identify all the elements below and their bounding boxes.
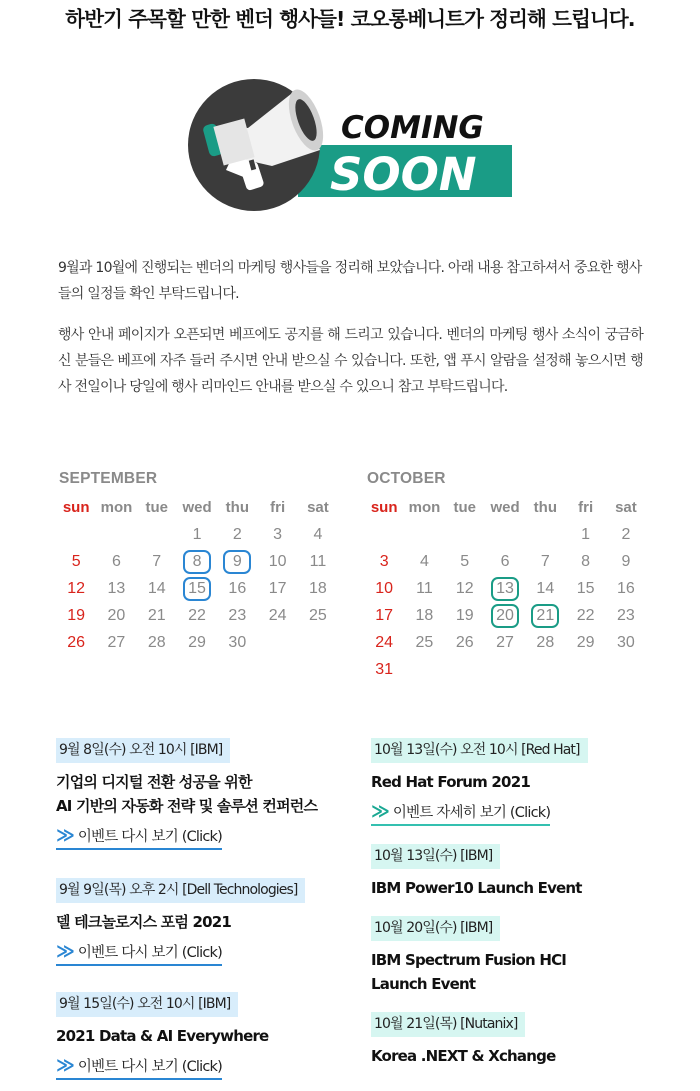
event-title: IBM Spectrum Fusion HCI Launch Event [371,951,567,993]
event-item [371,844,671,900]
calendar-day-highlighted: 13 [485,575,525,602]
weekday-sat: sat [307,499,329,516]
calendar-day: 11 [416,579,433,597]
calendar-day: 8 [581,552,591,570]
calendar-day: 18 [415,606,434,624]
calendar-day: 9 [621,552,631,570]
weekday-tue: tue [453,499,476,516]
events-september [56,720,356,1080]
calendar-day: 19 [67,606,86,624]
calendar-day: 27 [496,633,514,651]
calendar-day: 18 [309,579,327,597]
calendar-day: 4 [419,552,429,570]
calendar-day: 30 [228,633,247,651]
calendar-month-label: SEPTEMBER [59,470,158,487]
calendar-day: 25 [309,606,327,624]
calendar-grid [364,494,644,683]
events-october [371,720,671,1068]
calendar-day: 28 [536,633,555,651]
calendar-day: 17 [375,606,394,624]
calendar-grid [56,494,336,656]
calendar-day: 7 [540,552,550,570]
event-link-label: 이벤트 다시 보기 (Click) [77,945,222,961]
calendar-day: 3 [379,552,389,570]
calendar-september [56,470,336,656]
calendar-day: 10 [268,552,287,570]
event-link-label: 이벤트 다시 보기 (Click) [77,829,222,845]
event-date-label: 9월 15일(수) 오전 10시 [IBM] [56,992,238,1017]
event-date-label: 10월 13일(수) [IBM] [371,844,500,869]
calendar-day: 13 [107,579,126,597]
calendar-day: 19 [455,606,474,624]
calendar-day: 16 [228,579,247,597]
weekday-fri: fri [270,499,286,516]
double-chevron-right-icon: ≫ [56,824,71,846]
calendar-day-highlighted: 9 [217,548,257,575]
event-date-label: 9월 8일(수) 오전 10시 [IBM] [56,738,230,763]
event-item [371,738,671,826]
calendar-day: 26 [455,633,474,651]
calendar-empty-cell [445,521,485,548]
calendar-day: 28 [147,633,166,651]
weekday-sun: sun [62,499,90,516]
weekday-wed: wed [490,499,520,516]
calendar-day: 2 [621,525,631,543]
weekday-mon: mon [408,499,441,516]
calendar-day: 14 [147,579,166,597]
calendar-day-highlighted: 20 [485,602,525,629]
weekday-fri: fri [578,499,594,516]
event-title: 델 테크놀로지스 포럼 2021 [56,913,232,931]
calendar-day: 5 [460,552,470,570]
event-item [371,1012,671,1068]
calendar-day: 29 [188,633,206,651]
calendar-day: 22 [576,606,595,624]
weekday-sun: sun [370,499,398,516]
weekday-sat: sat [615,499,637,516]
calendar-day-highlighted: 21 [525,602,565,629]
event-title: Korea .NEXT & Xchange [371,1047,556,1065]
weekday-thu: thu [533,499,557,516]
calendar-day: 1 [192,525,202,543]
event-item [56,878,356,966]
event-date-label: 10월 21일(목) [Nutanix] [371,1012,525,1037]
calendar-day: 11 [309,552,327,570]
calendar-day: 17 [268,579,287,597]
event-title: 2021 Data & AI Everywhere [56,1027,269,1045]
calendar-day: 12 [455,579,474,597]
calendar-day: 29 [576,633,595,651]
weekday-thu: thu [225,499,249,516]
event-date-label: 10월 13일(수) 오전 10시 [Red Hat] [371,738,588,763]
event-title: IBM Power10 Launch Event [371,879,582,897]
calendar-day: 27 [107,633,126,651]
calendar-day: 14 [536,579,555,597]
coming-soon-hero [188,78,518,213]
hero-coming-text: COMING [341,110,484,146]
calendar-day: 4 [313,525,323,543]
event-link-label: 이벤트 다시 보기 (Click) [77,1059,222,1075]
calendar-day: 1 [581,525,591,543]
calendar-empty-cell [404,521,444,548]
event-link[interactable] [371,801,550,826]
calendar-day-highlighted: 8 [177,548,217,575]
calendar-day: 3 [273,525,283,543]
calendar-day: 7 [152,552,162,570]
calendar-october [364,470,644,683]
calendar-day-highlighted: 15 [177,575,217,602]
weekday-wed: wed [182,499,212,516]
event-link-label: 이벤트 자세히 보기 (Click) [392,805,551,821]
hero-soon-text: SOON [330,148,477,201]
event-title: 기업의 디지털 전환 성공을 위한 AI 기반의 자동화 전략 및 솔루션 컨퍼런스 [56,773,318,815]
intro-paragraph-2: 행사 안내 페이지가 오픈되면 베프에도 공지를 해 드리고 있습니다. 벤더의 마케팅 행사 소식이 궁금하신 분들은 베프에 자주 들러 주시면 안내 받으실 수 있습니다. 또한, 앱 푸시 알람을 설정해 놓으시면 행사 전일이나 당일에 행사 리마인드 안내를 받으실 수 있으니 참고 부탁드립니다. [58,327,643,395]
calendar-empty-cell [364,521,404,548]
calendar-empty-cell [56,521,96,548]
event-title: Red Hat Forum 2021 [371,773,530,791]
event-date-label: 9월 9일(목) 오후 2시 [Dell Technologies] [56,878,305,903]
calendar-day: 21 [147,606,166,624]
calendar-day: 24 [268,606,287,624]
calendar-day: 26 [67,633,86,651]
calendar-day: 24 [375,633,394,651]
calendar-day: 10 [375,579,394,597]
event-item [56,738,356,850]
calendar-day: 20 [107,606,126,624]
intro-paragraph-1: 9월과 10월에 진행되는 벤더의 마케팅 행사들을 정리해 보았습니다. 아래 내용 참고하셔서 중요한 행사들의 일정들 확인 부탁드립니다. [58,260,642,302]
calendar-empty-cell [485,521,525,548]
event-link[interactable] [56,825,222,850]
calendar-day: 22 [188,606,206,624]
calendar-month-label: OCTOBER [367,470,446,487]
calendar-empty-cell [96,521,136,548]
event-item [371,916,671,996]
calendar-day: 6 [111,552,121,570]
double-chevron-right-icon: ≫ [371,800,386,822]
calendar-day: 23 [228,606,247,624]
calendar-day: 31 [375,660,394,678]
page-headline: 하반기 주목할 만한 벤더 행사들! 코오롱베니트가 정리해 드립니다. [65,7,635,31]
weekday-mon: mon [100,499,133,516]
calendar-day: 30 [617,633,635,651]
weekday-tue: tue [145,499,168,516]
calendar-day: 5 [71,552,81,570]
event-date-label: 10월 20일(수) [IBM] [371,916,500,941]
calendar-day: 25 [415,633,434,651]
calendar-empty-cell [525,521,565,548]
event-link[interactable] [56,941,222,966]
double-chevron-right-icon: ≫ [56,940,71,962]
event-item [56,992,356,1080]
calendar-day: 12 [67,579,86,597]
event-link[interactable] [56,1055,222,1080]
calendar-day: 15 [576,579,595,597]
double-chevron-right-icon: ≫ [56,1054,71,1076]
calendar-day: 2 [232,525,242,543]
calendar-day: 6 [500,552,510,570]
calendar-day: 23 [617,606,635,624]
calendar-day: 16 [617,579,635,597]
calendar-empty-cell [137,521,177,548]
